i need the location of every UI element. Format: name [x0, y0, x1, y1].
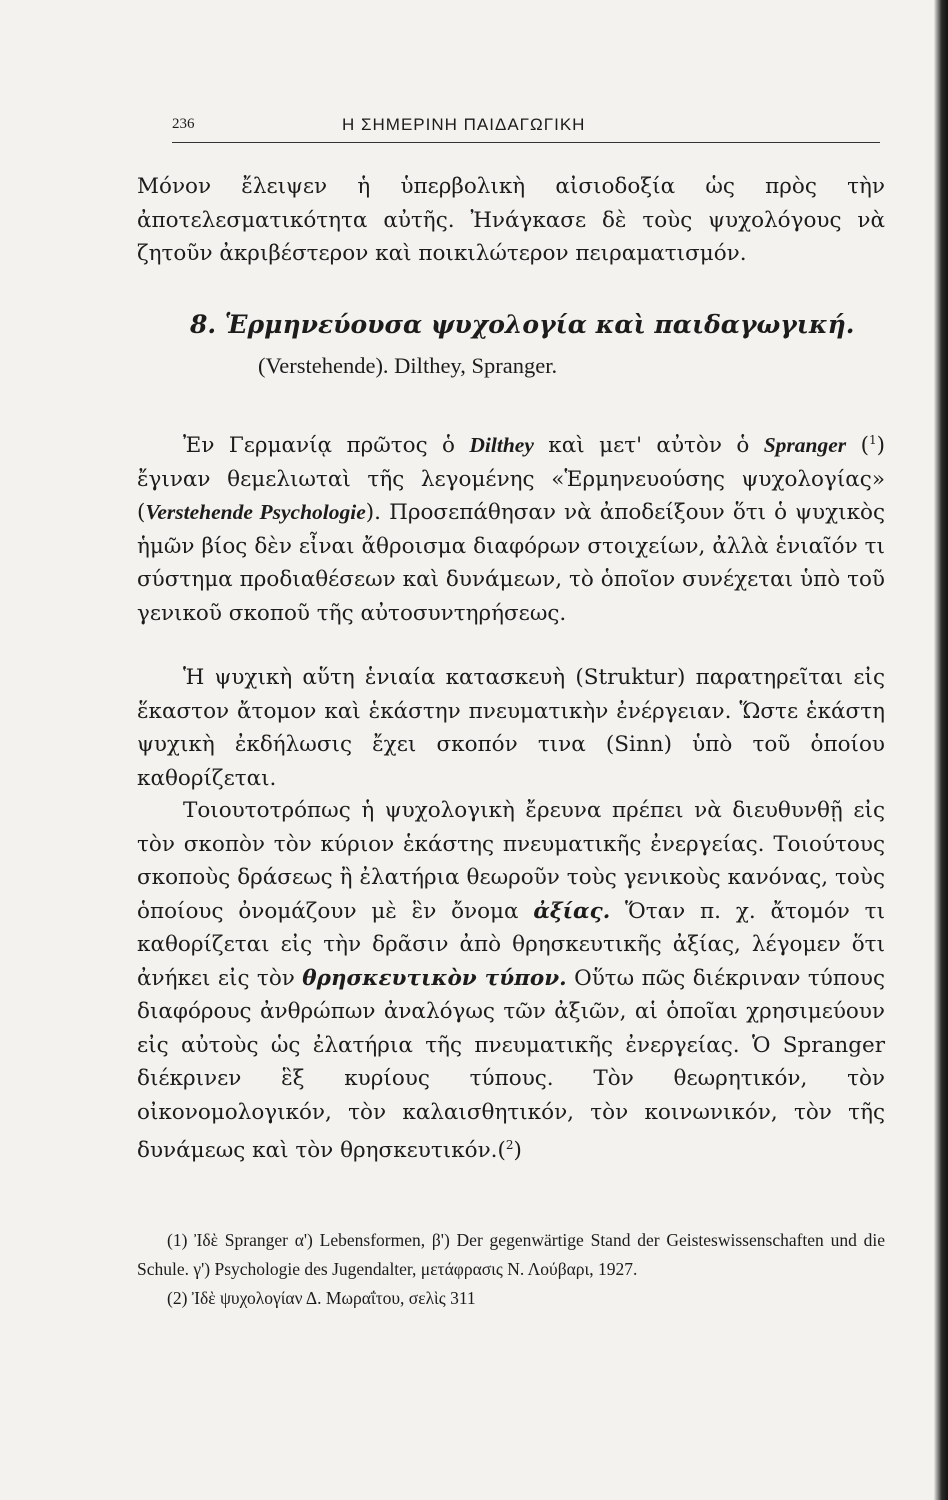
paragraph-2-text-1: Ἐν Γερμανίᾳ πρῶτος ὁ — [183, 433, 470, 459]
paragraph-2 — [137, 424, 885, 630]
paragraph-4-text-4: ) — [513, 1138, 522, 1164]
paragraph-4-text-2: Ὅταν π. χ. ἄτομόν τι καθορίζεται εἰς τὴν δρᾶσιν ἀπὸ θρησκευτικῆς ἀξίας, λέγομεν ὅτι ἀνήκει εἰς τὸν — [137, 898, 885, 991]
paragraph-4-text-3: Οὕτω πῶς διέκριναν τύπους διαφόρους ἀνθρώπων ἀναλόγως τῶν ἀξιῶν, αἱ ὁποῖαι χρησιμεύουν εἰς αὐτοὺς ὡς ἐλατήρια τῆς πνευματικῆς ἐνεργείας. Ὁ Spranger διέκρινεν ἓξ κυρίους τύπους. Τὸν θεωρητικόν, τὸν οἰκονομολογικόν, τὸν καλαισθητικόν, τὸν κοινωνικόν, τὸν τῆς δυνάμεως καὶ τὸν θρησκευτικόν.( — [137, 965, 885, 1164]
intro-paragraph: Μόνον ἔλειψεν ἡ ὑπερβολικὴ αἰσιοδοξία ὡς πρὸς τὴν ἀποτελεσματικότητα αὐτῆς. Ἠνάγκασε δὲ τοὺς ψυχολόγους νὰ ζητοῦν ἀκριβέστερον καὶ ποικιλώτερον πειραματισμόν. — [137, 174, 885, 266]
paragraph-2-block — [137, 424, 885, 630]
page-edge-shadow — [934, 0, 948, 1500]
running-title: Η ΣΗΜΕΡΙΝΗ ΠΑΙΔΑΓΩΓΙΚΗ — [342, 115, 586, 134]
running-head — [172, 112, 880, 143]
footnote-ref-2: 2 — [505, 1138, 514, 1152]
section-subheading: (Verstehende). Dilthey, Spranger. — [258, 353, 558, 378]
religious-type-emphasis: θρησκευτικὸν τύπον. — [302, 965, 567, 991]
verstehende-psychologie-emphasis: Verstehende Psychologie — [145, 500, 366, 525]
axias-emphasis: ἀξίας. — [533, 898, 611, 924]
paragraph-2-text-5: ). Προσεπάθησαν νὰ ἀποδείξουν ὅτι ὁ ψυχικὸς ἡμῶν βίος δὲν εἶναι ἄθροισμα διαφόρων στοιχείων, ἀλλὰ ἑνιαῖόν τι σύστημα προδιαθέσεων καὶ δυνάμεων, τὸ ὁποῖον συνέχεται ὑπὸ τοῦ γενικοῦ σκοποῦ τῆς αὐτοσυντηρήσεως. — [137, 500, 885, 626]
paragraph-4-block — [137, 794, 885, 1168]
footnotes — [137, 1226, 885, 1313]
dilthey-emphasis: Dilthey — [469, 433, 534, 458]
paragraph-2-text-3: ( — [846, 433, 869, 459]
intro-paragraph-block — [137, 170, 885, 271]
spranger-emphasis: Spranger — [763, 433, 847, 458]
paragraph-4 — [137, 794, 885, 1168]
paragraph-2-text-2: καὶ μετ' αὐτὸν ὁ — [533, 433, 764, 459]
paragraph-4-text-1: Τοιουτοτρόπως ἡ ψυχολογικὴ ἔρευνα πρέπει νὰ διευθυνθῇ εἰς τὸν σκοπὸν τὸν κύριον ἑκάστης πνευματικῆς ἐνεργείας. Τοιούτους σκοποὺς δράσεως ἢ ἐλατήρια θεωροῦν τοὺς γενικοὺς κανόνας, τοὺς ὁποίους ὀνομάζουν μὲ ἓν ὄνομα — [137, 798, 885, 924]
footnote-2: (2) Ἰδὲ ψυχολογίαν Δ. Μωραΐτου, σελὶς 311 — [167, 1288, 476, 1308]
paragraph-2-text-4: ) ἔγιναν θεμελιωταὶ τῆς λεγομένης «Ἑρμηνευούσης ψυχολογίας» ( — [137, 433, 885, 526]
paragraph-3: Ἡ ψυχικὴ αὕτη ἑνιαία κατασκευὴ (Struktur) παρατηρεῖται εἰς ἕκαστον ἄτομον καὶ ἑκάστην πνευματικὴν ἐνέργειαν. Ὥστε ἑκάστη ψυχικὴ ἐκδήλωσις ἔχει σκοπόν τινα (Sinn) ὑπὸ τοῦ ὁποίου καθορίζεται. — [137, 665, 885, 791]
footnote-ref-1: 1 — [868, 433, 877, 447]
page-number: 236 — [172, 116, 195, 132]
paragraph-3-block — [137, 661, 885, 795]
footnote-1: (1) Ἰδὲ Spranger α') Lebensformen, β') Der gegenwärtige Stand der Geisteswissenschaften und die Schule. γ') Psychologie des Jugendalter, μετάφρασις Ν. Λούβαρι, 1927. — [137, 1230, 885, 1279]
section-heading: 8. Ἑρμηνεύουσα ψυχολογία καὶ παιδαγωγική. — [190, 310, 855, 339]
